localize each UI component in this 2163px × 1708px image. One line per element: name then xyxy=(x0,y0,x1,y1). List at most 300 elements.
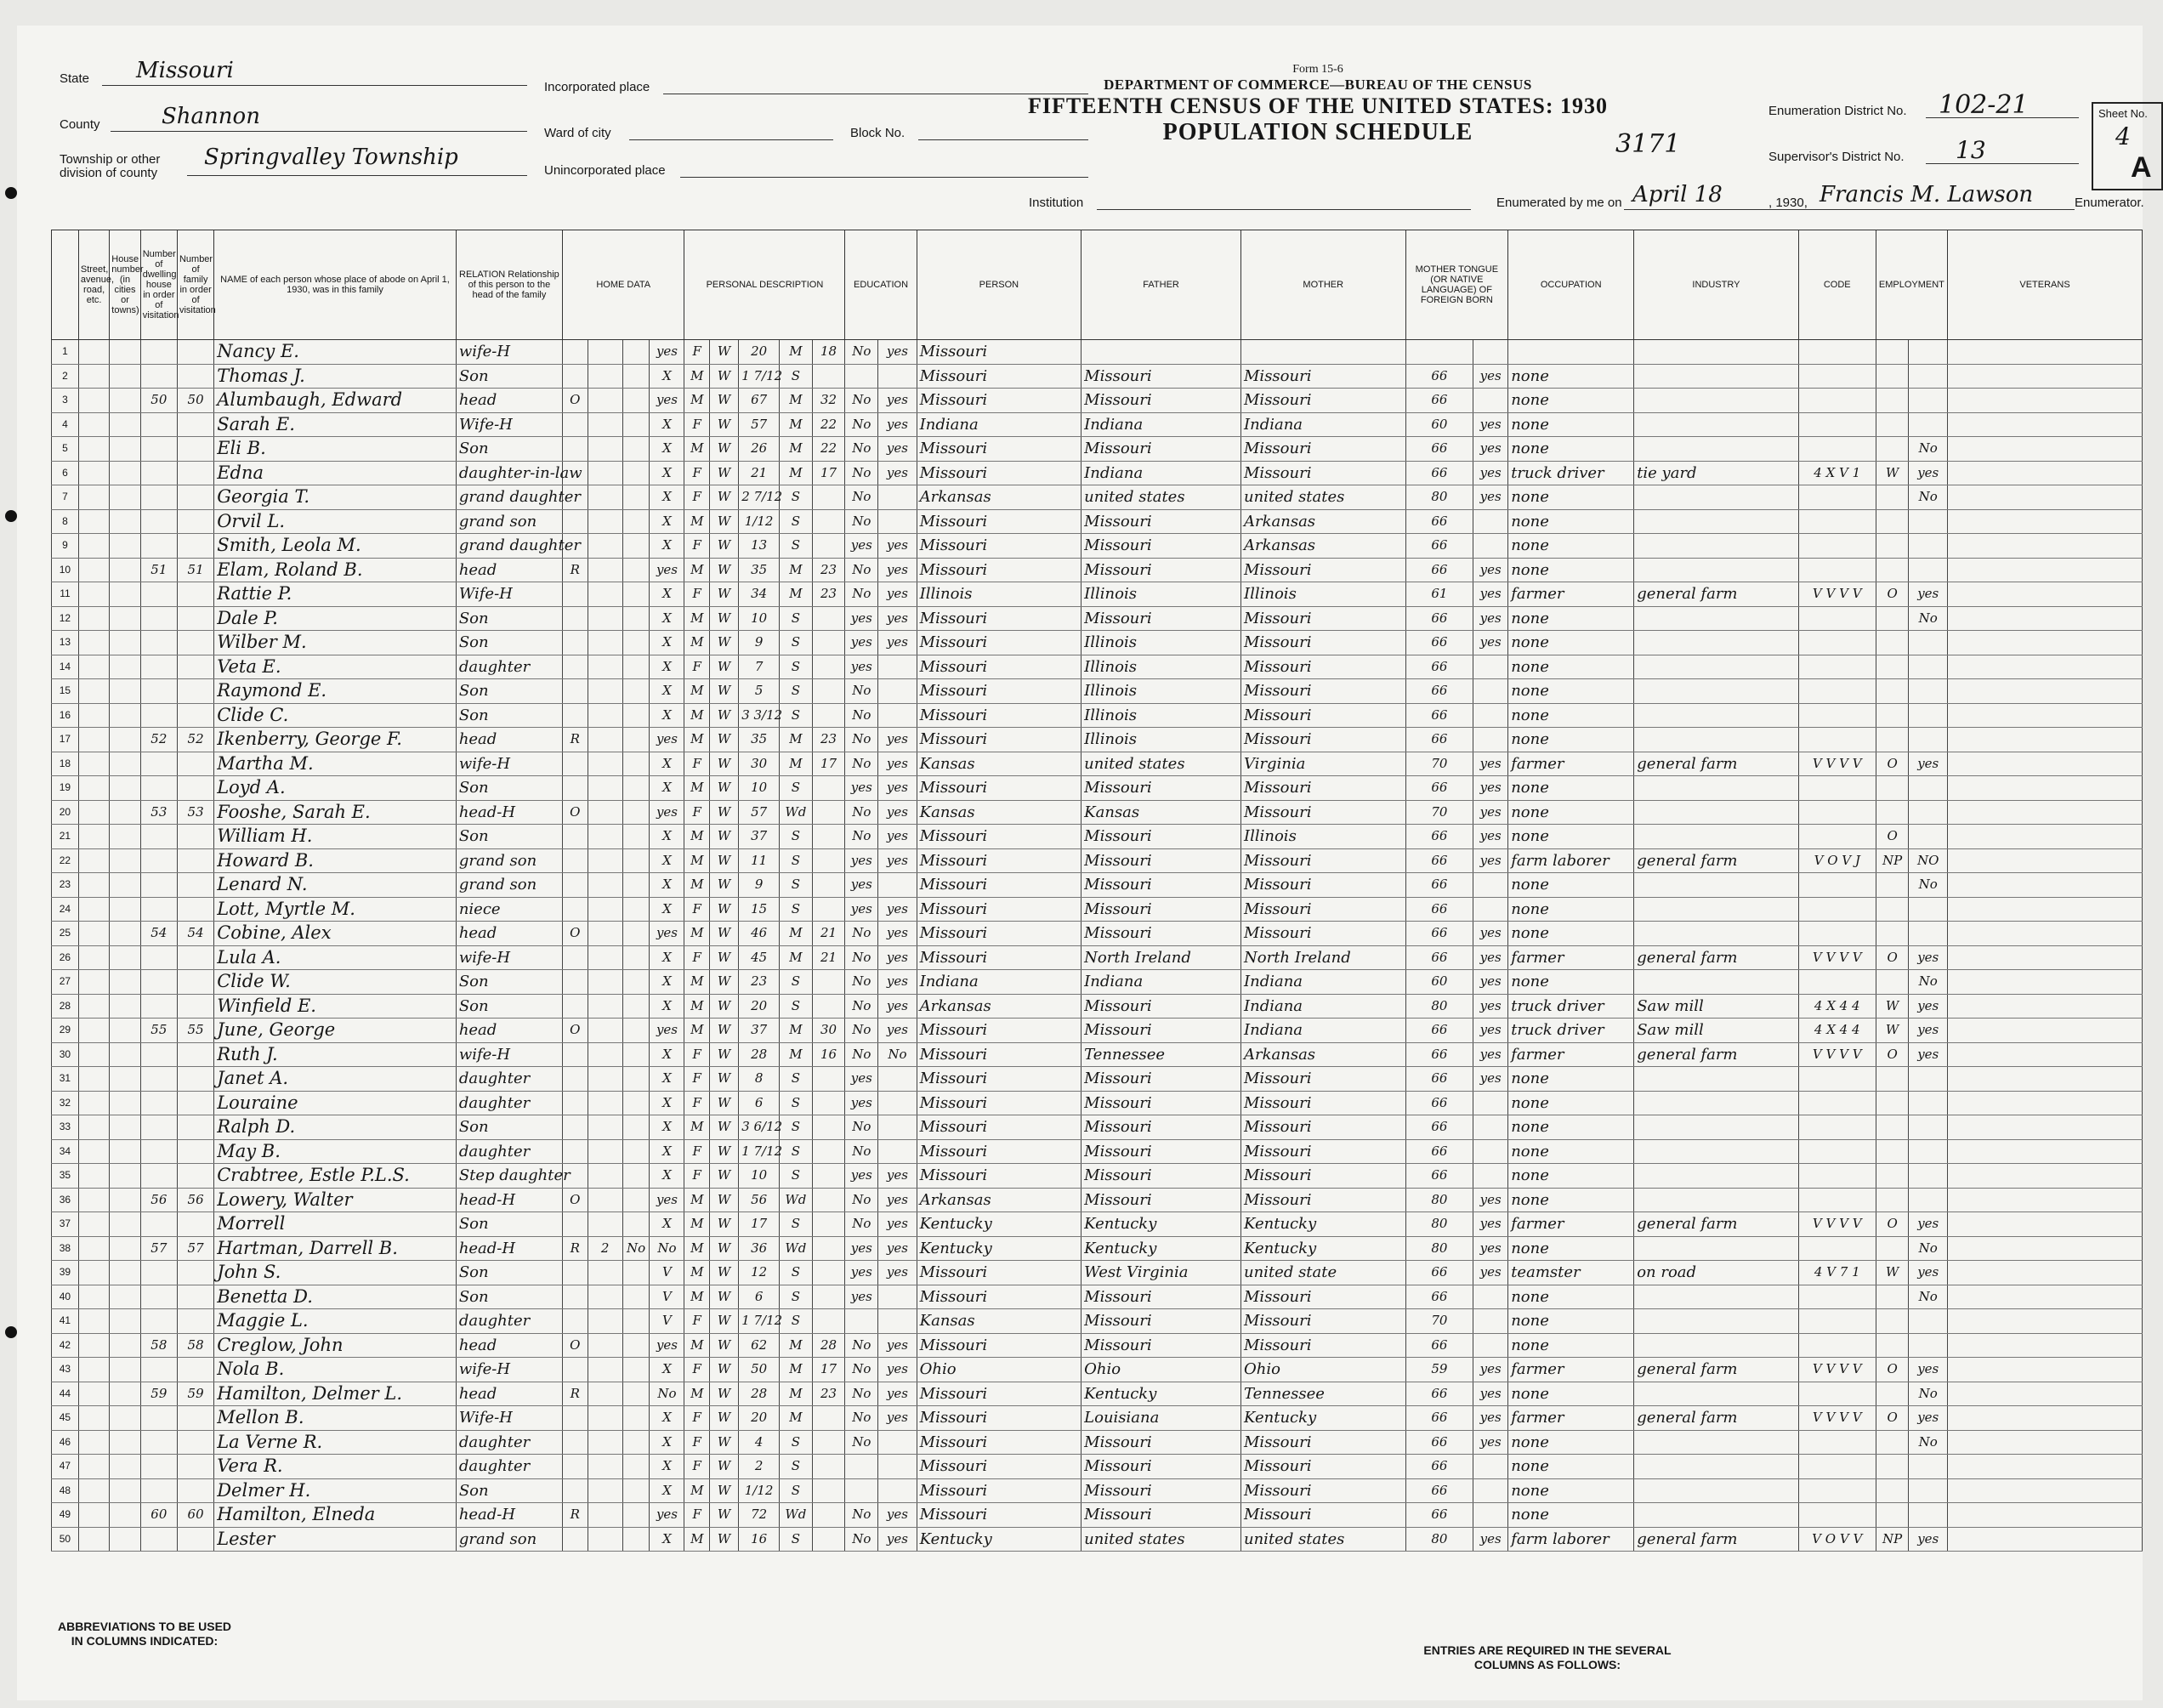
cell-read: yes xyxy=(878,728,917,752)
col-name: NAME of each person whose place of abode on April 1, 1930, was in this family xyxy=(214,230,457,340)
cell-rel: daughter xyxy=(456,1067,562,1092)
cell-race: W xyxy=(710,340,739,365)
table-row xyxy=(52,389,2143,413)
cell-own xyxy=(563,970,588,995)
cell-agm: 21 xyxy=(812,922,845,946)
cell-vet xyxy=(1948,461,2143,485)
cell-bp: Missouri xyxy=(917,776,1082,801)
institution-line xyxy=(1097,209,1471,210)
cell-house xyxy=(110,582,140,607)
cell-mbp: Missouri xyxy=(1241,1309,1406,1334)
cell-mar: M xyxy=(780,461,813,485)
cell-age: 1 7/12 xyxy=(739,364,780,389)
cell-code xyxy=(1798,1478,1876,1503)
cell-farm: X xyxy=(650,1067,684,1092)
census-table xyxy=(51,230,2143,1552)
cell-code: 4 V 7 1 xyxy=(1798,1261,1876,1285)
cell-fbp: Illinois xyxy=(1082,631,1241,655)
cell-eng: yes xyxy=(1473,1067,1508,1092)
cell-own: R xyxy=(563,558,588,582)
cell-code xyxy=(1798,776,1876,801)
cell-street xyxy=(78,1067,109,1092)
cell-fbp: North Ireland xyxy=(1082,945,1241,970)
cell-radio xyxy=(622,389,650,413)
cell-emp xyxy=(1909,825,1948,849)
cell-name: Sarah E. xyxy=(214,412,457,437)
cell-farm: X xyxy=(650,679,684,704)
cell-own xyxy=(563,437,588,462)
cell-agm xyxy=(812,534,845,559)
cell-mbp: Missouri xyxy=(1241,1139,1406,1164)
cell-ind xyxy=(1634,1333,1799,1358)
cell-own: R xyxy=(563,1236,588,1261)
table-row xyxy=(52,800,2143,825)
table-row xyxy=(52,1115,2143,1140)
cell-street xyxy=(78,1042,109,1067)
cell-mt xyxy=(1405,340,1473,365)
cell-radio xyxy=(622,461,650,485)
cell-rel: Son xyxy=(456,364,562,389)
cell-dw xyxy=(140,1139,177,1164)
cell-fbp: Missouri xyxy=(1082,364,1241,389)
cell-vet xyxy=(1948,364,2143,389)
cell-agm xyxy=(812,509,845,534)
cell-eng: yes xyxy=(1473,776,1508,801)
cell-mar: M xyxy=(780,340,813,365)
cell-age: 20 xyxy=(739,1406,780,1431)
table-row xyxy=(52,848,2143,873)
cell-sch: yes xyxy=(845,1261,878,1285)
cell-street xyxy=(78,1164,109,1189)
cell-fa xyxy=(177,1285,213,1309)
cell-occ: none xyxy=(1508,1333,1634,1358)
cell-occ: truck driver xyxy=(1508,994,1634,1019)
cell-emp xyxy=(1909,558,1948,582)
cell-read: yes xyxy=(878,1527,917,1552)
cell-ln: 3 xyxy=(52,389,79,413)
cell-fbp: Illinois xyxy=(1082,655,1241,679)
cell-bp: Arkansas xyxy=(917,994,1082,1019)
table-row xyxy=(52,558,2143,582)
cell-sch: No xyxy=(845,1042,878,1067)
cell-mar: S xyxy=(780,825,813,849)
cell-fa xyxy=(177,679,213,704)
cell-dw xyxy=(140,897,177,922)
cell-read xyxy=(878,1115,917,1140)
cell-rel: Son xyxy=(456,994,562,1019)
cell-race: W xyxy=(710,703,739,728)
cell-mt: 66 xyxy=(1405,1406,1473,1431)
cell-house xyxy=(110,970,140,995)
cell-cw: NP xyxy=(1876,848,1909,873)
cell-mbp: Missouri xyxy=(1241,1503,1406,1528)
cell-street xyxy=(78,800,109,825)
cell-rel: daughter xyxy=(456,1309,562,1334)
cell-sch: No xyxy=(845,679,878,704)
cell-street xyxy=(78,631,109,655)
cell-home xyxy=(588,1382,622,1406)
cell-bp: Missouri xyxy=(917,340,1082,365)
handwritten-number: 3171 xyxy=(1615,129,1681,159)
cell-mar: S xyxy=(780,1091,813,1115)
cell-mt: 66 xyxy=(1405,1115,1473,1140)
cell-bp: Missouri xyxy=(917,631,1082,655)
cell-ind: general farm xyxy=(1634,848,1799,873)
cell-age: 35 xyxy=(739,558,780,582)
cell-farm: X xyxy=(650,703,684,728)
cell-eng xyxy=(1473,509,1508,534)
cell-own xyxy=(563,1091,588,1115)
cell-emp: yes xyxy=(1909,752,1948,776)
cell-eng: yes xyxy=(1473,970,1508,995)
cell-vet xyxy=(1948,752,2143,776)
cell-bp: Missouri xyxy=(917,1430,1082,1455)
cell-name: Creglow, John xyxy=(214,1333,457,1358)
cell-read: yes xyxy=(878,848,917,873)
cell-cw: W xyxy=(1876,994,1909,1019)
cell-bp: Missouri xyxy=(917,437,1082,462)
cell-age: 2 xyxy=(739,1455,780,1479)
table-row xyxy=(52,873,2143,898)
cell-name: June, George xyxy=(214,1019,457,1043)
cell-home xyxy=(588,631,622,655)
cell-fa: 59 xyxy=(177,1382,213,1406)
cell-read: yes xyxy=(878,461,917,485)
cell-age: 3 6/12 xyxy=(739,1115,780,1140)
cell-radio xyxy=(622,970,650,995)
cell-vet xyxy=(1948,1115,2143,1140)
cell-emp xyxy=(1909,1139,1948,1164)
cell-ind xyxy=(1634,1067,1799,1092)
cell-radio xyxy=(622,848,650,873)
cell-eng xyxy=(1473,340,1508,365)
cell-mt: 66 xyxy=(1405,1261,1473,1285)
table-row xyxy=(52,1406,2143,1431)
cell-emp: yes xyxy=(1909,1019,1948,1043)
cell-vet xyxy=(1948,485,2143,510)
cell-home xyxy=(588,848,622,873)
cell-sex: F xyxy=(684,485,710,510)
cell-farm: X xyxy=(650,606,684,631)
cell-ind: general farm xyxy=(1634,1212,1799,1237)
census-title: FIFTEENTH CENSUS OF THE UNITED STATES: 1930 xyxy=(1027,94,1609,118)
cell-code: V V V V xyxy=(1798,752,1876,776)
cell-radio xyxy=(622,412,650,437)
cell-emp: No xyxy=(1909,485,1948,510)
cell-occ xyxy=(1508,340,1634,365)
cell-farm: X xyxy=(650,897,684,922)
cell-dw xyxy=(140,1430,177,1455)
cell-home xyxy=(588,534,622,559)
cell-cw xyxy=(1876,1115,1909,1140)
cell-farm: X xyxy=(650,1042,684,1067)
cell-fa xyxy=(177,1309,213,1334)
cell-mt: 70 xyxy=(1405,800,1473,825)
cell-sch: yes xyxy=(845,897,878,922)
col-veterans: VETERANS xyxy=(1948,230,2143,340)
cell-sch: No xyxy=(845,800,878,825)
cell-ln: 24 xyxy=(52,897,79,922)
cell-bp: Missouri xyxy=(917,534,1082,559)
cell-sch: yes xyxy=(845,1067,878,1092)
cell-code xyxy=(1798,800,1876,825)
cell-age: 7 xyxy=(739,655,780,679)
cell-occ: none xyxy=(1508,728,1634,752)
cell-mar: S xyxy=(780,776,813,801)
cell-fbp: united states xyxy=(1082,1527,1241,1552)
cell-name: Clide W. xyxy=(214,970,457,995)
cell-dw xyxy=(140,1164,177,1189)
cell-ln: 6 xyxy=(52,461,79,485)
cell-bp: Indiana xyxy=(917,412,1082,437)
cell-fbp: Missouri xyxy=(1082,1188,1241,1212)
table-row xyxy=(52,1478,2143,1503)
cell-street xyxy=(78,1406,109,1431)
state-line xyxy=(102,85,527,86)
cell-sex: F xyxy=(684,1042,710,1067)
cell-street xyxy=(78,1382,109,1406)
cell-read: yes xyxy=(878,1236,917,1261)
cell-fa xyxy=(177,1406,213,1431)
cell-race: W xyxy=(710,922,739,946)
cell-sex: M xyxy=(684,703,710,728)
cell-house xyxy=(110,1212,140,1237)
cell-code xyxy=(1798,1091,1876,1115)
table-row xyxy=(52,437,2143,462)
cell-own xyxy=(563,679,588,704)
table-row xyxy=(52,703,2143,728)
cell-name: Edna xyxy=(214,461,457,485)
cell-own xyxy=(563,994,588,1019)
cell-bp: Missouri xyxy=(917,655,1082,679)
cell-ln: 18 xyxy=(52,752,79,776)
col-employment: EMPLOYMENT xyxy=(1876,230,1947,340)
cell-eng xyxy=(1473,897,1508,922)
cell-mar: Wd xyxy=(780,1236,813,1261)
cell-sex: M xyxy=(684,873,710,898)
cell-age: 10 xyxy=(739,1164,780,1189)
cell-rel: grand son xyxy=(456,1527,562,1552)
cell-bp: Missouri xyxy=(917,1478,1082,1503)
cell-sex: F xyxy=(684,1455,710,1479)
cell-ln: 44 xyxy=(52,1382,79,1406)
cell-mar: S xyxy=(780,848,813,873)
cell-mar: M xyxy=(780,412,813,437)
cell-agm: 23 xyxy=(812,582,845,607)
cell-ln: 21 xyxy=(52,825,79,849)
cell-cw: O xyxy=(1876,825,1909,849)
cell-race: W xyxy=(710,1067,739,1092)
cell-code xyxy=(1798,1236,1876,1261)
cell-occ: none xyxy=(1508,558,1634,582)
cell-mbp: Missouri xyxy=(1241,922,1406,946)
cell-own xyxy=(563,1139,588,1164)
cell-eng xyxy=(1473,1285,1508,1309)
cell-sch: No xyxy=(845,922,878,946)
cell-eng: yes xyxy=(1473,1430,1508,1455)
cell-name: John S. xyxy=(214,1261,457,1285)
cell-code xyxy=(1798,606,1876,631)
cell-agm xyxy=(812,1091,845,1115)
cell-sex: F xyxy=(684,945,710,970)
cell-own xyxy=(563,848,588,873)
cell-bp: Missouri xyxy=(917,945,1082,970)
table-row xyxy=(52,1382,2143,1406)
enumerator-label: Enumerator. xyxy=(2075,196,2144,210)
cell-fa xyxy=(177,1042,213,1067)
cell-age: 37 xyxy=(739,1019,780,1043)
cell-own xyxy=(563,703,588,728)
cell-fa xyxy=(177,970,213,995)
cell-fbp: Missouri xyxy=(1082,825,1241,849)
cell-farm: yes xyxy=(650,1019,684,1043)
cell-eng: yes xyxy=(1473,945,1508,970)
cell-radio xyxy=(622,1333,650,1358)
cell-mar: M xyxy=(780,752,813,776)
cell-agm xyxy=(812,1478,845,1503)
cell-occ: none xyxy=(1508,485,1634,510)
cell-eng: yes xyxy=(1473,922,1508,946)
cell-own: O xyxy=(563,1019,588,1043)
cell-sex: F xyxy=(684,655,710,679)
cell-ln: 12 xyxy=(52,606,79,631)
cell-cw xyxy=(1876,922,1909,946)
footer xyxy=(51,1620,2143,1696)
cell-mar: M xyxy=(780,1042,813,1067)
cell-race: W xyxy=(710,558,739,582)
cell-emp xyxy=(1909,1067,1948,1092)
cell-mbp: united states xyxy=(1241,485,1406,510)
cell-farm: X xyxy=(650,1212,684,1237)
cell-radio xyxy=(622,1067,650,1092)
cell-fa xyxy=(177,461,213,485)
cell-race: W xyxy=(710,1139,739,1164)
cell-eng xyxy=(1473,655,1508,679)
cell-sch: No xyxy=(845,1019,878,1043)
cell-sch: No xyxy=(845,703,878,728)
cell-bp: Missouri xyxy=(917,873,1082,898)
cell-mt: 66 xyxy=(1405,509,1473,534)
cell-fbp: West Virginia xyxy=(1082,1261,1241,1285)
enum-district-label: Enumeration District No. xyxy=(1768,104,1907,118)
cell-code xyxy=(1798,631,1876,655)
cell-race: W xyxy=(710,752,739,776)
cell-vet xyxy=(1948,679,2143,704)
cell-dw xyxy=(140,1455,177,1479)
cell-fa xyxy=(177,631,213,655)
cell-agm xyxy=(812,897,845,922)
cell-vet xyxy=(1948,1503,2143,1528)
cell-emp xyxy=(1909,1333,1948,1358)
cell-occ: none xyxy=(1508,389,1634,413)
cell-code: V V V V xyxy=(1798,1406,1876,1431)
table-row xyxy=(52,1333,2143,1358)
col-house: House number (in cities or towns) xyxy=(110,230,140,340)
cell-code xyxy=(1798,340,1876,365)
cell-agm xyxy=(812,485,845,510)
cell-read xyxy=(878,485,917,510)
cell-sex: M xyxy=(684,922,710,946)
cell-sex: F xyxy=(684,461,710,485)
block-label: Block No. xyxy=(850,126,906,140)
cell-street xyxy=(78,994,109,1019)
cell-bp: Indiana xyxy=(917,970,1082,995)
cell-name: Nancy E. xyxy=(214,340,457,365)
cell-house xyxy=(110,945,140,970)
cell-ln: 19 xyxy=(52,776,79,801)
cell-emp xyxy=(1909,655,1948,679)
cell-occ: farmer xyxy=(1508,752,1634,776)
cell-rel: Son xyxy=(456,1478,562,1503)
cell-bp: Missouri xyxy=(917,728,1082,752)
cell-rel: Son xyxy=(456,606,562,631)
cell-occ: truck driver xyxy=(1508,1019,1634,1043)
cell-mbp: Missouri xyxy=(1241,1478,1406,1503)
cell-fa xyxy=(177,364,213,389)
cell-sex: M xyxy=(684,1188,710,1212)
cell-cw xyxy=(1876,970,1909,995)
cell-farm: X xyxy=(650,364,684,389)
cell-street xyxy=(78,848,109,873)
cell-fbp: Missouri xyxy=(1082,389,1241,413)
cell-age: 50 xyxy=(739,1358,780,1382)
cell-vet xyxy=(1948,1236,2143,1261)
cell-mt: 66 xyxy=(1405,1067,1473,1092)
cell-fbp: Illinois xyxy=(1082,679,1241,704)
cell-sex: F xyxy=(684,340,710,365)
cell-sch: yes xyxy=(845,776,878,801)
cell-bp: Missouri xyxy=(917,364,1082,389)
cell-cw xyxy=(1876,728,1909,752)
cell-sex: M xyxy=(684,631,710,655)
cell-radio xyxy=(622,1285,650,1309)
cell-race: W xyxy=(710,1285,739,1309)
cell-sex: M xyxy=(684,1527,710,1552)
cell-fa: 53 xyxy=(177,800,213,825)
cell-name: Maggie L. xyxy=(214,1309,457,1334)
cell-street xyxy=(78,1139,109,1164)
cell-farm: X xyxy=(650,631,684,655)
cell-vet xyxy=(1948,582,2143,607)
cell-cw xyxy=(1876,776,1909,801)
cell-read xyxy=(878,1478,917,1503)
cell-dw xyxy=(140,1261,177,1285)
enumerated-label: Enumerated by me on xyxy=(1496,196,1622,210)
cell-rel: head xyxy=(456,922,562,946)
cell-agm: 17 xyxy=(812,1358,845,1382)
cell-occ: none xyxy=(1508,1091,1634,1115)
cell-name: Winfield E. xyxy=(214,994,457,1019)
cell-house xyxy=(110,606,140,631)
cell-ln: 7 xyxy=(52,485,79,510)
cell-eng: yes xyxy=(1473,752,1508,776)
cell-vet xyxy=(1948,412,2143,437)
cell-code: V O V V xyxy=(1798,1527,1876,1552)
cell-eng xyxy=(1473,389,1508,413)
cell-mbp: Missouri xyxy=(1241,848,1406,873)
cell-fa xyxy=(177,1067,213,1092)
cell-home xyxy=(588,679,622,704)
cell-emp: yes xyxy=(1909,582,1948,607)
table-row xyxy=(52,461,2143,485)
cell-cw xyxy=(1876,655,1909,679)
cell-own: O xyxy=(563,800,588,825)
cell-radio xyxy=(622,1164,650,1189)
cell-cw xyxy=(1876,897,1909,922)
col-relation: RELATION Relationship of this person to the head of the family xyxy=(456,230,562,340)
cell-dw xyxy=(140,1406,177,1431)
cell-race: W xyxy=(710,873,739,898)
